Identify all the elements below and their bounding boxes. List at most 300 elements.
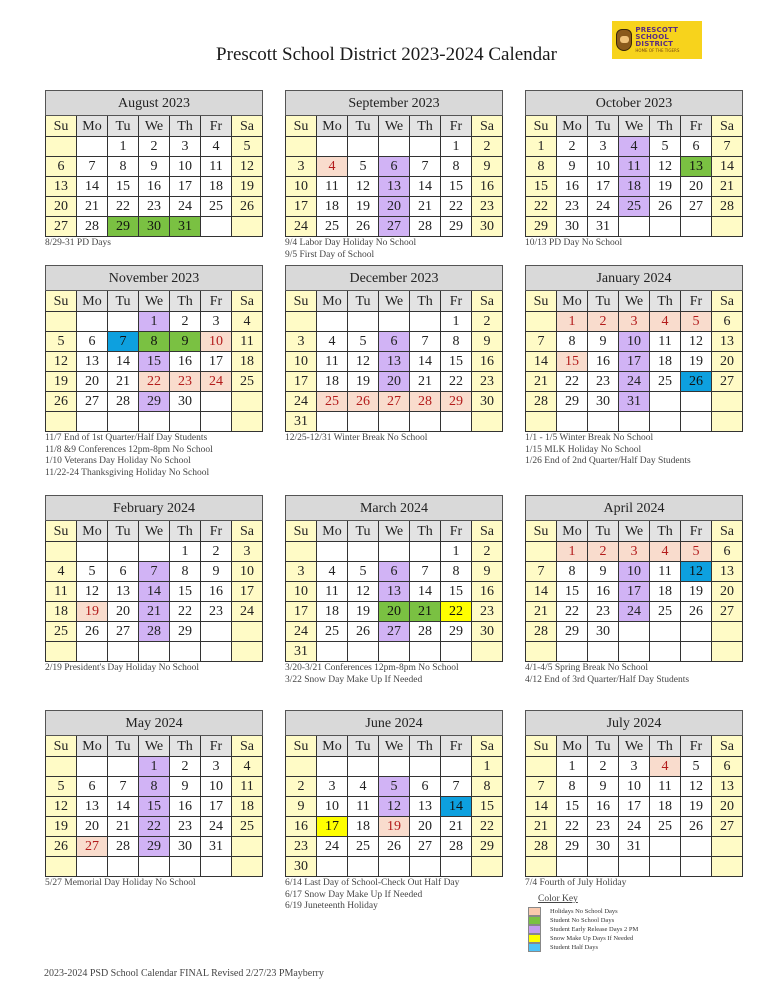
weekday-label: Tu [588, 521, 619, 542]
day-cell: 22 [557, 602, 588, 622]
note-line: 7/4 Fourth of July Holiday [525, 878, 627, 888]
color-key-label: Student No School Days [550, 916, 615, 924]
empty-cell [712, 857, 743, 877]
month-notes [285, 238, 503, 261]
color-key-title: Color Key [538, 894, 578, 904]
day-cell: 27 [712, 602, 743, 622]
day-cell: 18 [650, 352, 681, 372]
day-cell: 4 [650, 542, 681, 562]
day-cell: 13 [379, 582, 410, 602]
empty-cell [379, 542, 410, 562]
weekday-label: Tu [108, 291, 139, 312]
weekday-label: Sa [472, 291, 503, 312]
empty-cell [77, 542, 108, 562]
day-cell: 24 [232, 602, 263, 622]
day-cell: 30 [472, 392, 503, 412]
day-cell: 8 [526, 157, 557, 177]
day-cell: 10 [619, 332, 650, 352]
day-cell: 14 [712, 157, 743, 177]
empty-cell [317, 542, 348, 562]
day-cell: 29 [441, 217, 472, 237]
weekday-label: We [139, 291, 170, 312]
month-notes [525, 663, 743, 686]
empty-cell [588, 642, 619, 662]
day-cell: 28 [77, 217, 108, 237]
day-cell: 9 [286, 797, 317, 817]
empty-cell [46, 412, 77, 432]
empty-cell [650, 412, 681, 432]
day-cell: 21 [526, 372, 557, 392]
weekday-label: Fr [441, 736, 472, 757]
day-cell: 22 [526, 197, 557, 217]
empty-cell [619, 642, 650, 662]
month-notes [525, 878, 743, 890]
day-cell: 30 [139, 217, 170, 237]
day-cell: 4 [650, 312, 681, 332]
day-cell: 28 [410, 392, 441, 412]
day-cell: 13 [712, 777, 743, 797]
month-notes [285, 433, 503, 445]
color-swatch-icon [528, 943, 541, 952]
month-august-2023 [45, 90, 263, 250]
day-cell: 6 [46, 157, 77, 177]
day-cell: 4 [232, 757, 263, 777]
weekday-label: Fr [441, 521, 472, 542]
day-cell: 20 [77, 372, 108, 392]
day-cell: 9 [472, 562, 503, 582]
day-cell: 22 [557, 817, 588, 837]
empty-cell [348, 137, 379, 157]
day-cell: 16 [201, 582, 232, 602]
day-cell: 21 [108, 372, 139, 392]
weekday-label: We [619, 736, 650, 757]
empty-cell [712, 642, 743, 662]
day-cell: 2 [472, 542, 503, 562]
day-cell: 21 [712, 177, 743, 197]
empty-cell [526, 312, 557, 332]
day-cell: 31 [619, 837, 650, 857]
day-cell: 2 [286, 777, 317, 797]
color-key-item [528, 934, 708, 943]
month-november-2023 [45, 265, 263, 479]
day-cell: 11 [317, 352, 348, 372]
note-line: 1/26 End of 2nd Quarter/Half Day Students [525, 456, 691, 466]
day-cell: 3 [232, 542, 263, 562]
day-cell: 9 [170, 777, 201, 797]
note-line: 2/19 President's Day Holiday No School [45, 663, 199, 673]
month-title: June 2024 [286, 711, 503, 736]
weekday-label: Su [526, 521, 557, 542]
empty-cell [379, 642, 410, 662]
day-cell: 30 [588, 837, 619, 857]
empty-cell [410, 542, 441, 562]
day-cell: 26 [348, 392, 379, 412]
weekday-label: We [139, 116, 170, 137]
empty-cell [681, 412, 712, 432]
day-cell: 21 [139, 602, 170, 622]
note-line: 6/17 Snow Day Make Up If Needed [285, 889, 423, 900]
empty-cell [77, 857, 108, 877]
day-cell: 25 [619, 197, 650, 217]
empty-cell [410, 642, 441, 662]
day-cell: 3 [317, 777, 348, 797]
month-title: February 2024 [46, 496, 263, 521]
weekday-label: Su [286, 291, 317, 312]
day-cell: 1 [139, 757, 170, 777]
day-cell: 30 [588, 622, 619, 642]
day-cell: 19 [681, 582, 712, 602]
day-cell: 19 [650, 177, 681, 197]
day-cell: 29 [139, 392, 170, 412]
weekday-label: We [379, 521, 410, 542]
day-cell: 8 [139, 777, 170, 797]
empty-cell [712, 392, 743, 412]
day-cell: 16 [472, 582, 503, 602]
day-cell: 6 [77, 777, 108, 797]
empty-cell [681, 217, 712, 237]
day-cell: 18 [201, 177, 232, 197]
day-cell: 18 [317, 197, 348, 217]
weekday-label: Mo [77, 736, 108, 757]
weekday-label: Sa [472, 116, 503, 137]
empty-cell [232, 392, 263, 412]
day-cell: 29 [472, 837, 503, 857]
note-line: 11/22-24 Thanksgiving Holiday No School [45, 467, 210, 478]
day-cell: 17 [201, 352, 232, 372]
day-cell: 12 [348, 582, 379, 602]
day-cell: 16 [170, 352, 201, 372]
day-cell: 11 [317, 177, 348, 197]
weekday-label: Sa [472, 736, 503, 757]
day-cell: 7 [526, 332, 557, 352]
day-cell: 8 [441, 157, 472, 177]
weekday-label: Sa [712, 736, 743, 757]
day-cell: 25 [650, 372, 681, 392]
logo-line1: PRESCOTT [635, 26, 679, 34]
day-cell: 11 [46, 582, 77, 602]
empty-cell [286, 312, 317, 332]
day-cell: 5 [77, 562, 108, 582]
weekday-label: Su [526, 116, 557, 137]
day-cell: 12 [681, 562, 712, 582]
empty-cell [348, 642, 379, 662]
day-cell: 2 [472, 137, 503, 157]
day-cell: 16 [472, 177, 503, 197]
empty-cell [348, 857, 379, 877]
empty-cell [232, 837, 263, 857]
day-cell: 19 [46, 372, 77, 392]
day-cell: 6 [379, 332, 410, 352]
month-notes [45, 878, 263, 890]
empty-cell [379, 857, 410, 877]
weekday-label: Mo [317, 291, 348, 312]
empty-cell [379, 412, 410, 432]
day-cell: 11 [201, 157, 232, 177]
day-cell: 4 [232, 312, 263, 332]
month-title: December 2023 [286, 266, 503, 291]
day-cell: 7 [526, 562, 557, 582]
empty-cell [472, 857, 503, 877]
day-cell: 10 [232, 562, 263, 582]
weekday-label: Su [46, 116, 77, 137]
day-cell: 11 [232, 332, 263, 352]
day-cell: 12 [348, 352, 379, 372]
day-cell: 29 [557, 622, 588, 642]
day-cell: 30 [286, 857, 317, 877]
day-cell: 20 [379, 372, 410, 392]
day-cell: 2 [557, 137, 588, 157]
day-cell: 13 [712, 332, 743, 352]
day-cell: 18 [317, 372, 348, 392]
empty-cell [46, 857, 77, 877]
day-cell: 9 [588, 777, 619, 797]
day-cell: 20 [77, 817, 108, 837]
day-cell: 18 [232, 797, 263, 817]
day-cell: 2 [588, 542, 619, 562]
weekday-label: Mo [317, 116, 348, 137]
empty-cell [681, 392, 712, 412]
day-cell: 31 [619, 392, 650, 412]
day-cell: 22 [139, 372, 170, 392]
day-cell: 29 [526, 217, 557, 237]
weekday-label: Sa [232, 116, 263, 137]
weekday-label: Fr [201, 116, 232, 137]
page-title: Prescott School District 2023-2024 Calendar [216, 44, 557, 65]
weekday-label: We [619, 291, 650, 312]
day-cell: 15 [108, 177, 139, 197]
day-cell: 21 [410, 372, 441, 392]
day-cell: 22 [139, 817, 170, 837]
day-cell: 26 [348, 217, 379, 237]
day-cell: 14 [108, 352, 139, 372]
weekday-label: Fr [681, 736, 712, 757]
weekday-label: Fr [681, 291, 712, 312]
empty-cell [139, 542, 170, 562]
day-cell: 25 [201, 197, 232, 217]
note-line: 1/15 MLK Holiday No School [525, 444, 642, 455]
weekday-label: Mo [317, 736, 348, 757]
day-cell: 28 [526, 392, 557, 412]
day-cell: 30 [170, 837, 201, 857]
day-cell: 9 [201, 562, 232, 582]
day-cell: 9 [472, 157, 503, 177]
weekday-label: Th [410, 291, 441, 312]
day-cell: 6 [410, 777, 441, 797]
day-cell: 8 [557, 332, 588, 352]
empty-cell [201, 412, 232, 432]
day-cell: 19 [348, 602, 379, 622]
empty-cell [526, 542, 557, 562]
day-cell: 23 [588, 817, 619, 837]
empty-cell [681, 837, 712, 857]
day-cell: 30 [472, 217, 503, 237]
month-notes [525, 238, 743, 250]
day-cell: 11 [232, 777, 263, 797]
day-cell: 24 [619, 372, 650, 392]
month-july-2024 [525, 710, 743, 890]
day-cell: 1 [557, 312, 588, 332]
weekday-label: Th [170, 736, 201, 757]
day-cell: 11 [317, 582, 348, 602]
day-cell: 5 [681, 542, 712, 562]
day-cell: 26 [77, 622, 108, 642]
day-cell: 9 [472, 332, 503, 352]
empty-cell [139, 857, 170, 877]
day-cell: 18 [232, 352, 263, 372]
day-cell: 3 [619, 542, 650, 562]
day-cell: 22 [472, 817, 503, 837]
day-cell: 23 [557, 197, 588, 217]
day-cell: 25 [650, 602, 681, 622]
empty-cell [108, 857, 139, 877]
day-cell: 3 [286, 157, 317, 177]
weekday-label: Th [410, 521, 441, 542]
day-cell: 7 [441, 777, 472, 797]
weekday-label: Sa [232, 521, 263, 542]
empty-cell [526, 642, 557, 662]
day-cell: 15 [557, 797, 588, 817]
day-cell: 17 [286, 602, 317, 622]
day-cell: 18 [46, 602, 77, 622]
month-title: July 2024 [526, 711, 743, 736]
day-cell: 15 [441, 582, 472, 602]
day-cell: 7 [108, 777, 139, 797]
day-cell: 17 [619, 352, 650, 372]
day-cell: 3 [201, 312, 232, 332]
month-title: March 2024 [286, 496, 503, 521]
empty-cell [77, 312, 108, 332]
month-notes [285, 663, 503, 686]
note-line: 10/13 PD Day No School [525, 238, 623, 248]
weekday-label: Th [410, 736, 441, 757]
weekday-label: Su [46, 291, 77, 312]
day-cell: 12 [46, 352, 77, 372]
day-cell: 24 [170, 197, 201, 217]
month-title: May 2024 [46, 711, 263, 736]
day-cell: 22 [441, 197, 472, 217]
weekday-label: Th [650, 736, 681, 757]
day-cell: 12 [681, 777, 712, 797]
day-cell: 6 [681, 137, 712, 157]
note-line: 8/29-31 PD Days [45, 238, 111, 248]
day-cell: 9 [557, 157, 588, 177]
day-cell: 20 [712, 797, 743, 817]
day-cell: 31 [201, 837, 232, 857]
day-cell: 26 [650, 197, 681, 217]
day-cell: 13 [46, 177, 77, 197]
weekday-label: We [379, 736, 410, 757]
weekday-label: Th [650, 116, 681, 137]
day-cell: 12 [46, 797, 77, 817]
day-cell: 24 [286, 392, 317, 412]
empty-cell [201, 392, 232, 412]
weekday-label: Sa [472, 521, 503, 542]
day-cell: 29 [139, 837, 170, 857]
day-cell: 29 [441, 392, 472, 412]
weekday-label: Su [286, 116, 317, 137]
note-line: 6/19 Juneteenth Holiday [285, 901, 378, 911]
weekday-label: Fr [681, 116, 712, 137]
day-cell: 21 [441, 817, 472, 837]
weekday-label: Sa [232, 291, 263, 312]
day-cell: 8 [441, 332, 472, 352]
day-cell: 12 [681, 332, 712, 352]
day-cell: 10 [201, 777, 232, 797]
weekday-label: Tu [108, 116, 139, 137]
empty-cell [557, 412, 588, 432]
day-cell: 23 [472, 372, 503, 392]
day-cell: 17 [588, 177, 619, 197]
empty-cell [46, 312, 77, 332]
month-september-2023 [285, 90, 503, 261]
day-cell: 28 [526, 837, 557, 857]
empty-cell [286, 542, 317, 562]
day-cell: 1 [441, 312, 472, 332]
empty-cell [650, 642, 681, 662]
day-cell: 13 [108, 582, 139, 602]
day-cell: 26 [681, 602, 712, 622]
day-cell: 1 [108, 137, 139, 157]
day-cell: 7 [712, 137, 743, 157]
empty-cell [286, 137, 317, 157]
weekday-label: Su [526, 736, 557, 757]
empty-cell [681, 622, 712, 642]
day-cell: 14 [108, 797, 139, 817]
day-cell: 9 [139, 157, 170, 177]
weekday-label: Th [170, 116, 201, 137]
empty-cell [46, 757, 77, 777]
day-cell: 15 [472, 797, 503, 817]
day-cell: 7 [139, 562, 170, 582]
empty-cell [712, 622, 743, 642]
empty-cell [317, 642, 348, 662]
day-cell: 1 [557, 757, 588, 777]
weekday-label: Sa [712, 116, 743, 137]
day-cell: 11 [650, 332, 681, 352]
empty-cell [139, 412, 170, 432]
month-notes [525, 433, 743, 468]
day-cell: 28 [410, 622, 441, 642]
day-cell: 22 [557, 372, 588, 392]
day-cell: 2 [139, 137, 170, 157]
empty-cell [557, 857, 588, 877]
empty-cell [108, 757, 139, 777]
empty-cell [619, 622, 650, 642]
day-cell: 26 [681, 817, 712, 837]
day-cell: 7 [526, 777, 557, 797]
color-key-label: Student Half Days [550, 943, 599, 951]
empty-cell [46, 137, 77, 157]
day-cell: 23 [588, 372, 619, 392]
day-cell: 3 [286, 332, 317, 352]
day-cell: 2 [472, 312, 503, 332]
day-cell: 12 [379, 797, 410, 817]
day-cell: 12 [348, 177, 379, 197]
empty-cell [410, 857, 441, 877]
day-cell: 5 [232, 137, 263, 157]
day-cell: 6 [712, 542, 743, 562]
day-cell: 7 [77, 157, 108, 177]
month-notes [285, 878, 503, 913]
day-cell: 25 [232, 817, 263, 837]
empty-cell [201, 642, 232, 662]
day-cell: 5 [681, 312, 712, 332]
day-cell: 4 [317, 157, 348, 177]
district-logo [612, 21, 702, 59]
day-cell: 12 [232, 157, 263, 177]
note-line: 4/1-4/5 Spring Break No School [525, 663, 648, 673]
day-cell: 13 [77, 797, 108, 817]
